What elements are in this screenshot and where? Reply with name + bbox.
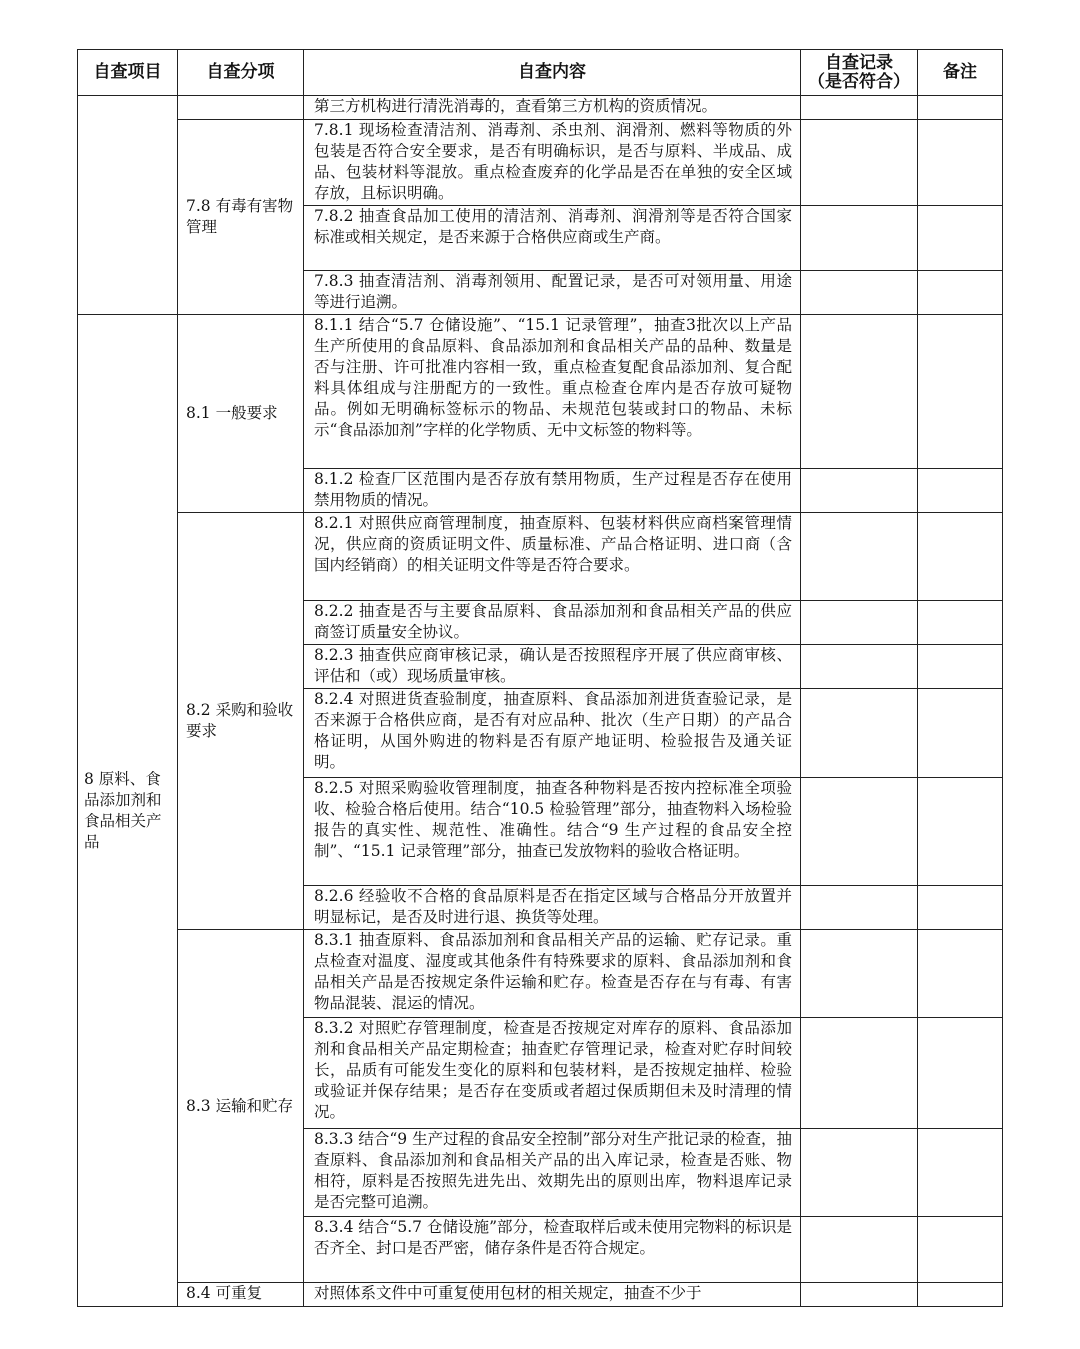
record-cell[interactable]: [801, 206, 918, 271]
record-cell[interactable]: [801, 601, 918, 645]
content-cell: 8.1.2 检查厂区范围内是否存放有禁用物质，生产过程是否存在使用禁用物质的情况。: [304, 469, 801, 513]
record-cell[interactable]: [801, 778, 918, 886]
note-cell[interactable]: [918, 886, 1003, 930]
note-cell[interactable]: [918, 1217, 1003, 1283]
table-row: [78, 315, 1003, 469]
note-cell[interactable]: [918, 469, 1003, 513]
subitem-cell-8-3: 8.3 运输和贮存: [178, 930, 304, 1283]
table-header-row: [78, 50, 1003, 96]
note-cell[interactable]: [918, 271, 1003, 315]
record-cell[interactable]: [801, 1129, 918, 1217]
record-cell[interactable]: [801, 513, 918, 601]
record-cell[interactable]: [801, 1018, 918, 1129]
header-record: [801, 50, 918, 96]
table-row: [78, 513, 1003, 601]
content-cell: 8.3.4 结合“5.7 仓储设施”部分，检查取样后或未使用完物料的标识是否齐全、封口是否严密，储存条件是否符合规定。: [304, 1217, 801, 1283]
content-cell: 8.3.1 抽查原料、食品添加剂和食品相关产品的运输、贮存记录。重点检查对温度、湿度或其他条件有特殊要求的原料、食品添加剂和食品相关产品是否按规定条件运输和贮存。检查是否存在与有毒、有害物品混装、混运的情况。: [304, 930, 801, 1018]
subitem-cell-carry: [178, 96, 304, 120]
content-cell: 8.2.6 经验收不合格的食品原料是否在指定区域与合格品分开放置并明显标记，是否及时进行退、换货等处理。: [304, 886, 801, 930]
note-cell[interactable]: [918, 513, 1003, 601]
record-cell[interactable]: [801, 886, 918, 930]
record-cell[interactable]: [801, 645, 918, 689]
note-cell[interactable]: [918, 601, 1003, 645]
note-cell[interactable]: [918, 1018, 1003, 1129]
content-cell: 8.2.1 对照供应商管理制度，抽查原料、包装材料供应商档案管理情况，供应商的资质证明文件、质量标准、产品合格证明、进口商（含国内经销商）的相关证明文件等是否符合要求。: [304, 513, 801, 601]
note-cell[interactable]: [918, 120, 1003, 206]
content-cell: 7.8.2 抽查食品加工使用的清洁剂、消毒剂、润滑剂等是否符合国家标准或相关规定，是否来源于合格供应商或生产商。: [304, 206, 801, 271]
record-cell[interactable]: [801, 689, 918, 778]
record-cell[interactable]: [801, 271, 918, 315]
header-note: 备注: [918, 50, 1003, 96]
content-cell: 8.2.3 抽查供应商审核记录，确认是否按照程序开展了供应商审核、评估和（或）现场质量审核。: [304, 645, 801, 689]
record-cell[interactable]: [801, 96, 918, 120]
item-cell-8: 8 原料、食品添加剂和食品相关产品: [78, 315, 178, 1307]
content-cell: 8.2.5 对照采购验收管理制度，抽查各种物料是否按内控标准全项验收、检验合格后使用。结合“10.5 检验管理”部分，抽查物料入场检验报告的真实性、规范性、准确性。结合“9 生产过程的食品安全控制”、“15.1 记录管理”部分，抽查已发放物料的验收合格证明。: [304, 778, 801, 886]
header-content: 自查内容: [304, 50, 801, 96]
note-cell[interactable]: [918, 315, 1003, 469]
subitem-cell-8-4: 8.4 可重复: [178, 1283, 304, 1307]
record-cell[interactable]: [801, 1283, 918, 1307]
header-subitem: 自查分项: [178, 50, 304, 96]
content-cell: 7.8.1 现场检查清洁剂、消毒剂、杀虫剂、润滑剂、燃料等物质的外包装是否符合安全要求，是否有明确标识，是否与原料、半成品、成品、包装材料等混放。重点检查废弃的化学品是否在单独的安全区域存放，且标识明确。: [304, 120, 801, 206]
table-row: [78, 96, 1003, 120]
header-record-line1: 自查记录: [825, 52, 893, 73]
subitem-cell-7-8: 7.8 有毒有害物管理: [178, 120, 304, 315]
self-inspection-table: [77, 49, 1003, 1307]
table-row: [78, 1283, 1003, 1307]
content-cell: 8.2.4 对照进货查验制度，抽查原料、食品添加剂进货查验记录，是否来源于合格供应商，是否有对应品种、批次（生产日期）的产品合格证明，从国外购进的物料是否有原产地证明、检验报告及通关证明。: [304, 689, 801, 778]
item-cell-7: [78, 96, 178, 315]
record-cell[interactable]: [801, 1217, 918, 1283]
record-cell[interactable]: [801, 120, 918, 206]
content-cell: 8.2.2 抽查是否与主要食品原料、食品添加剂和食品相关产品的供应商签订质量安全协议。: [304, 601, 801, 645]
content-cell: 7.8.3 抽查清洁剂、消毒剂领用、配置记录，是否可对领用量、用途等进行追溯。: [304, 271, 801, 315]
table-row: [78, 120, 1003, 206]
record-cell[interactable]: [801, 930, 918, 1018]
note-cell[interactable]: [918, 778, 1003, 886]
content-cell: 8.1.1 结合“5.7 仓储设施”、“15.1 记录管理”，抽查3批次以上产品生产所使用的食品原料、食品添加剂和食品相关产品的品种、数量是否与注册、许可批准内容相一致，重点检查复配食品添加剂、复合配料具体组成与注册配方的一致性。重点检查仓库内是否存放可疑物品。例如无明确标签标示的物品、未规范包装或封口的物品、未标示“食品添加剂”字样的化学物质、无中文标签的物料等。: [304, 315, 801, 469]
note-cell[interactable]: [918, 96, 1003, 120]
content-cell: 8.3.3 结合“9 生产过程的食品安全控制”部分对生产批记录的检查，抽查原料、食品添加剂和食品相关产品的出入库记录，检查是否账、物相符，原料是否按照先进先出、效期先出的原则出库，物料退库记录是否完整可追溯。: [304, 1129, 801, 1217]
note-cell[interactable]: [918, 206, 1003, 271]
header-record-line2: （是否符合）: [808, 71, 910, 92]
record-cell[interactable]: [801, 315, 918, 469]
note-cell[interactable]: [918, 1283, 1003, 1307]
record-cell[interactable]: [801, 469, 918, 513]
note-cell[interactable]: [918, 930, 1003, 1018]
content-cell: 8.3.2 对照贮存管理制度，检查是否按规定对库存的原料、食品添加剂和食品相关产品定期检查；抽查贮存管理记录，检查对贮存时间较长，品质有可能发生变化的原料和包装材料，是否按规定抽样、检验或验证并保存结果；是否存在变质或者超过保质期但未及时清理的情况。: [304, 1018, 801, 1129]
subitem-cell-8-2: 8.2 采购和验收要求: [178, 513, 304, 930]
note-cell[interactable]: [918, 645, 1003, 689]
note-cell[interactable]: [918, 689, 1003, 778]
note-cell[interactable]: [918, 1129, 1003, 1217]
content-cell: 对照体系文件中可重复使用包材的相关规定，抽查不少于: [304, 1283, 801, 1307]
content-cell: 第三方机构进行清洗消毒的，查看第三方机构的资质情况。: [304, 96, 801, 120]
subitem-cell-8-1: 8.1 一般要求: [178, 315, 304, 513]
header-item: 自查项目: [78, 50, 178, 96]
table-row: [78, 930, 1003, 1018]
